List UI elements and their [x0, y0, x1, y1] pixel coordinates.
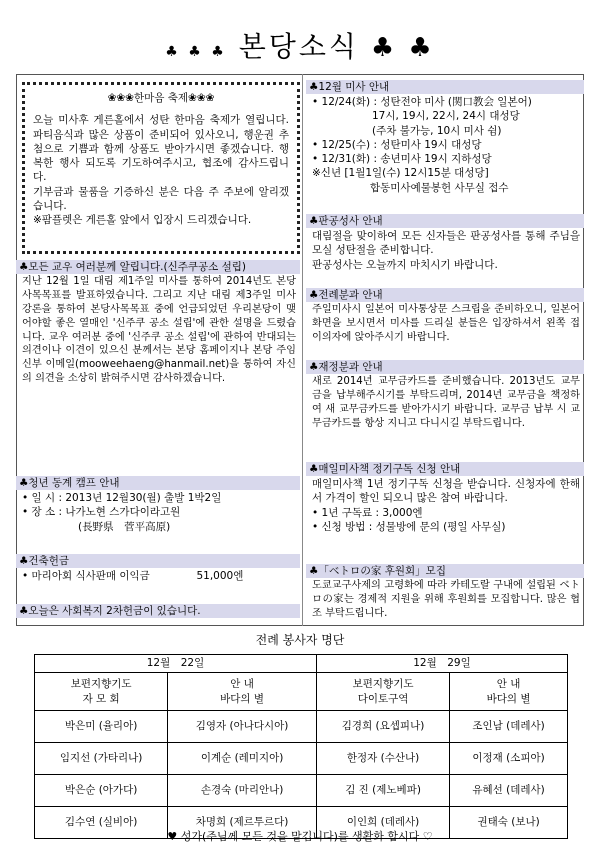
header-line: 안 내 — [496, 677, 521, 690]
notice-section — [16, 260, 300, 386]
right-column — [306, 74, 584, 626]
confession-body: 대림절을 맞이하여 모든 신자들은 판공성사를 통해 주님을 모실 성탄절을 준비합니다. — [312, 230, 580, 257]
camp-section — [16, 476, 300, 534]
mass-heading: ♣12월 미사 안내 — [306, 80, 584, 94]
roster-header-cell — [35, 673, 168, 711]
header-line: 다이토구역 — [357, 692, 409, 705]
sponsor-body: 도쿄교구사제의 고령화에 따라 카테도랄 구내에 설립된 ベトロの家는 경제적 지원을 위해 후원회를 모집합니다. 많은 협조 부탁드립니다. — [312, 580, 580, 619]
roster-cell: 이정재 (소피아) — [450, 743, 568, 775]
camp-heading: ♣청년 동계 캠프 안내 — [16, 476, 300, 490]
column-divider — [302, 74, 303, 626]
sponsor-section — [306, 564, 584, 621]
confession-body2: 판공성사는 오늘까지 마치시기 바랍니다. — [312, 258, 498, 271]
header-line: 바다의 별 — [486, 692, 531, 705]
liturgy-heading: ♣전례분과 안내 — [306, 288, 584, 302]
roster-table — [34, 654, 568, 839]
collection-section — [16, 604, 300, 618]
mass-line-4: • 12/25(수) : 성탄미사 19시 대성당 — [312, 138, 482, 151]
sponsor-heading: ♣「ベトロの家 후원회」모집 — [306, 564, 584, 578]
title-text: 본당소식 — [238, 30, 359, 63]
roster-header-row — [35, 673, 568, 711]
roster-row — [35, 743, 568, 775]
festival-body2: 기부금과 물품을 기증하신 분은 다음 주 주보에 알리겠습니다. — [33, 185, 289, 212]
roster-date-row — [35, 655, 568, 673]
donation-amount: 51,000엔 — [196, 570, 244, 582]
bulletin-page — [10, 10, 590, 843]
roster-cell: 김영자 (아나다시아) — [168, 711, 317, 743]
roster-header-cell — [450, 673, 568, 711]
collection-heading: ♣오늘은 사회복지 2차헌금이 있습니다. — [16, 604, 300, 618]
roster-cell: 김수연 (실비아) — [35, 807, 168, 839]
finance-body: 새로 2014년 교무금카드를 준비했습니다. 2013년도 교무금을 납부해주시기를 부탁드리며, 2014년 교무금을 책정하여 새 교무금카드를 받아가시기 바랍니다. 교무금 납부 시 교무금카드를 항상 지니고 다니시길 부탁드립니다. — [312, 376, 580, 429]
mass-line-6: ※신년 [1월1일(수) 12시15분 대성당] — [312, 167, 489, 180]
header-line: 자 모 회 — [82, 692, 120, 705]
roster-row — [35, 775, 568, 807]
header-line: 보편지향기도 — [352, 677, 414, 690]
roster-cell: 박은순 (아가다) — [35, 775, 168, 807]
donation-section — [16, 554, 300, 583]
roster-cell: 차명희 (제르투르다) — [168, 807, 317, 839]
roster-cell: 임지선 (가타리나) — [35, 743, 168, 775]
header-line: 바다의 별 — [220, 692, 265, 705]
camp-date: • 일 시 : 2013년 12월30(월) 출발 1박2일 — [22, 492, 222, 504]
roster-cell: 박은미 (율리아) — [35, 711, 168, 743]
roster-row — [35, 711, 568, 743]
club-decoration-left: ♣ ♣ ♣ — [165, 44, 227, 60]
header — [10, 10, 590, 72]
festival-body: 오늘 미사후 게른홀에서 성탄 한마음 축제가 열립니다. 파티음식과 많은 상품이 준비되어 있사오니, 행운권 추첨으로 기쁨과 함께 상품도 받아가시면 좋겠습니다. 행복한 행사 되도록 기도하여주시고, 협조에 감사드립니다. — [33, 114, 289, 184]
roster-cell: 권태숙 (보나) — [450, 807, 568, 839]
roster-cell: 한정자 (수산나) — [316, 743, 449, 775]
page-title — [10, 28, 590, 66]
liturgy-section — [306, 288, 584, 345]
confession-heading: ♣판공성사 안내 — [306, 214, 584, 228]
magazine-section — [306, 462, 584, 534]
roster-cell: 김 진 (제노베파) — [316, 775, 449, 807]
roster-title: 전례 봉사자 명단 — [255, 633, 345, 647]
club-decoration-right: ♣ ♣ — [370, 33, 435, 63]
roster-cell: 이계순 (레미지아) — [168, 743, 317, 775]
roster-cell: 이인희 (데레사) — [316, 807, 449, 839]
roster-cell: 손경숙 (마리안나) — [168, 775, 317, 807]
roster-date-1: 12월 22일 — [35, 655, 317, 673]
roster-header-cell — [316, 673, 449, 711]
magazine-body: 매일미사책 1년 정기구독 신청을 받습니다. 신청자에 한해서 가격이 할인 되오니 많은 참여 바랍니다. — [312, 478, 580, 505]
roster-cell: 유혜선 (데레사) — [450, 775, 568, 807]
footer-slogan: ♥ 성가(주님께 모든 것을 맡깁니다)를 생활화 합시다 ♡ — [167, 830, 433, 843]
festival-heading: ❀❀❀한마음 축제❀❀❀ — [107, 92, 215, 104]
finance-heading: ♣재정분과 안내 — [306, 360, 584, 374]
mass-line-7: 합동미사예물봉헌 사무실 접수 — [370, 181, 509, 194]
roster-section — [16, 630, 584, 829]
magazine-heading: ♣매일미사책 정기구독 신청 안내 — [306, 462, 584, 476]
camp-place-jp: (長野県 菅平高原) — [78, 520, 171, 533]
finance-section — [306, 360, 584, 431]
camp-place: • 장 소 : 나가노현 스가다이라고원 — [22, 506, 181, 519]
mass-line-1: • 12/24(화) : 성탄전야 미사 (関口教会 일본어) — [312, 96, 532, 108]
donation-item: • 마리아회 식사판매 이익금 — [22, 570, 150, 582]
mass-line-3: (주차 불가능, 10시 미사 쉼) — [372, 124, 502, 137]
roster-header-cell — [168, 673, 317, 711]
roster-cell: 김경희 (요셉피나) — [316, 711, 449, 743]
header-line: 안 내 — [230, 677, 254, 690]
mass-line-5: • 12/31(화) : 송년미사 19시 지하성당 — [312, 153, 492, 166]
left-column — [16, 74, 300, 626]
header-line: 보편지향기도 — [70, 677, 132, 690]
magazine-apply: • 신청 방법 : 성물방에 문의 (평일 사무실) — [312, 520, 506, 533]
notice-body: 지난 12월 1일 대림 제1주일 미사를 통하여 2014년도 본당사목목표를 발표하였습니다. 그리고 지난 대림 제3주일 미사 강론을 통하여 본당사목목표 중에 언급되었던 우리본당이 맺어야할 좋은 열매인 '신주쿠 공소 설립'에 관한 설명을 드렸습니다. 교우 여러분 중에 '신주쿠 공소 설립'에 관하여 반대되는 의견이나 이견이 있으신 분께서는 본당 홈페이지나 본당 주임신부 이메일(mooweehaeng@hanmail.net)을 통하여 자신의 의견을 소상히 밝혀주시면 감사하겠습니다. — [22, 276, 296, 385]
festival-box — [22, 82, 300, 254]
mass-section — [306, 80, 584, 195]
liturgy-body: 주일미사시 일본어 미사통상문 스크립을 준비하오니, 일본어 화면을 보시면서 미사를 드리실 분들은 입장하셔서 왼쪽 접이의자에 앉아주시기 바랍니다. — [312, 304, 580, 343]
donation-heading: ♣건축헌금 — [16, 554, 300, 568]
festival-body3: ※팜플렛은 게른홀 앞에서 입장시 드리겠습니다. — [33, 214, 252, 227]
mass-line-2: 17시, 19시, 22시, 24시 대성당 — [372, 110, 520, 123]
roster-date-2: 12월 29일 — [316, 655, 567, 673]
confession-section — [306, 214, 584, 272]
magazine-price: • 1년 구독료 : 3,000엔 — [312, 506, 423, 519]
notice-heading: ♣모든 교우 여러분께 알립니다.(신주쿠공소 설립) — [16, 260, 300, 274]
roster-cell: 조인남 (데레사) — [450, 711, 568, 743]
